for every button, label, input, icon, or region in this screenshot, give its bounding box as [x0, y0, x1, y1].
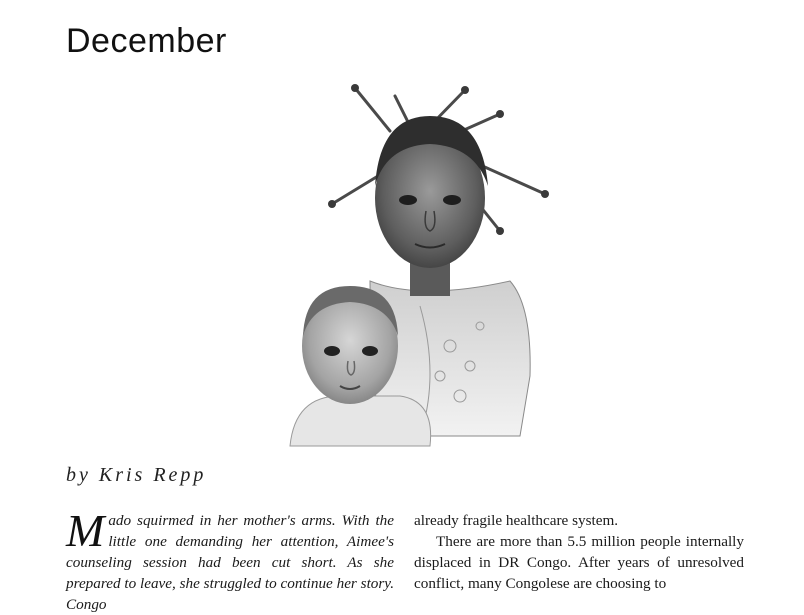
- paragraph-text: ado squirmed in her mother's arms. With the little one demanding her attention, Aimee's counseling session had been cut short. As she prepared to leave, she struggled to continue her story. Congo: [66, 512, 394, 613]
- article-column-left: [66, 505, 394, 615]
- drop-cap: M: [66, 505, 105, 556]
- portrait-illustration: [270, 76, 560, 456]
- article-paragraph: There are more than 5.5 million people internally displaced in DR Congo. After years of unresolved conflict, many Congolese are choosing to: [414, 533, 744, 592]
- pencil-portrait-icon: [270, 76, 560, 456]
- byline: by Kris Repp: [66, 464, 207, 486]
- page-title: December: [66, 22, 227, 60]
- article-paragraph: [66, 505, 394, 615]
- article-paragraph: already fragile healthcare system.: [414, 512, 619, 529]
- article-column-right: [414, 510, 744, 594]
